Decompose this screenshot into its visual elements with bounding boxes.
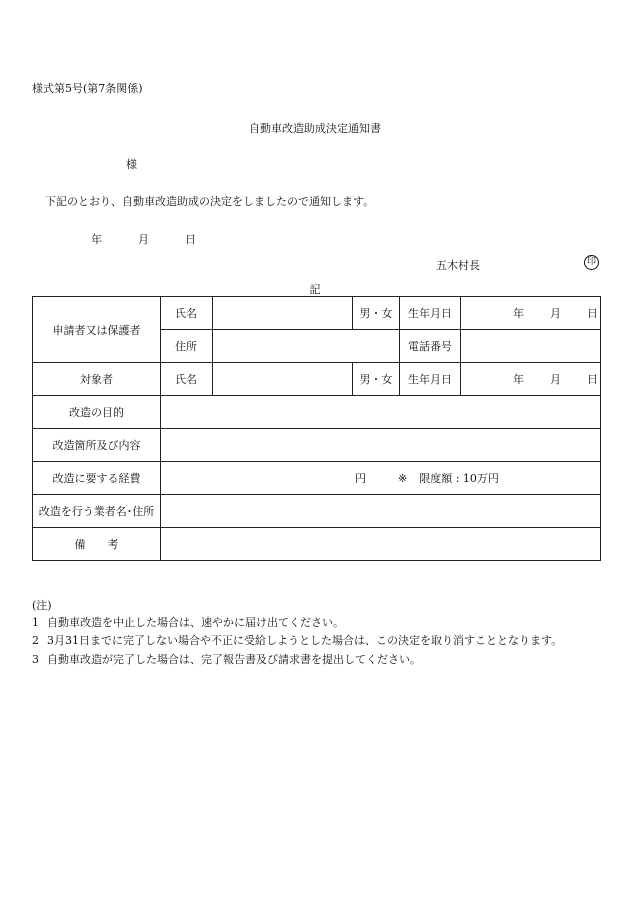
name-label: 氏名 — [161, 297, 213, 330]
applicant-phone-cell[interactable] — [461, 330, 601, 363]
form-number: 様式第5号(第7条関係) — [32, 82, 143, 95]
addressee-suffix: 様 — [126, 158, 137, 171]
applicant-birthdate-cell[interactable] — [461, 297, 601, 330]
address-label: 住所 — [161, 330, 213, 363]
table-row — [33, 495, 601, 528]
table-row — [33, 528, 601, 561]
notes-heading: (注) — [32, 599, 52, 612]
birth-year: 年 — [513, 307, 524, 320]
table-row — [33, 462, 601, 495]
note-item — [32, 614, 344, 630]
remarks-cell[interactable] — [161, 528, 601, 561]
date-day: 日 — [185, 233, 196, 246]
note-item — [32, 651, 421, 667]
note-text: 3月31日までに完了しない場合や不正に受給しようとした場合は、この決定を取り消すこととなります。 — [47, 634, 563, 647]
note-number: 1 — [32, 616, 39, 629]
target-birth-month: 月 — [550, 373, 561, 386]
seal-mark: 印 — [584, 255, 599, 270]
target-label: 対象者 — [33, 363, 161, 396]
decision-table — [32, 296, 601, 561]
date-month: 月 — [138, 233, 149, 246]
note-item — [32, 632, 562, 648]
target-birth-year: 年 — [513, 373, 524, 386]
note-text: 自動車改造が完了した場合は、完了報告書及び請求書を提出してください。 — [47, 653, 421, 666]
limit-text: 限度額 : 10万円 — [419, 472, 499, 485]
applicant-name-cell[interactable] — [213, 297, 353, 330]
table-row — [33, 363, 601, 396]
target-birthdate-label: 生年月日 — [400, 363, 461, 396]
date-year: 年 — [91, 233, 102, 246]
target-gender-label: 男・女 — [353, 363, 400, 396]
birth-day: 日 — [587, 307, 598, 320]
target-birthdate-cell[interactable] — [461, 363, 601, 396]
target-name-label: 氏名 — [161, 363, 213, 396]
phone-label: 電話番号 — [400, 330, 461, 363]
parts-cell[interactable] — [161, 429, 601, 462]
parts-label: 改造箇所及び内容 — [33, 429, 161, 462]
birth-month: 月 — [550, 307, 561, 320]
target-name-cell[interactable] — [213, 363, 353, 396]
ki-heading: 記 — [309, 283, 321, 296]
table-row — [33, 429, 601, 462]
table-row — [33, 396, 601, 429]
gender-label: 男・女 — [353, 297, 400, 330]
cost-cell[interactable] — [161, 462, 601, 495]
limit-mark: ※ — [398, 472, 408, 485]
cost-unit: 円 — [355, 472, 366, 485]
applicant-label: 申請者又は保護者 — [33, 297, 161, 363]
vendor-cell[interactable] — [161, 495, 601, 528]
cost-label: 改造に要する経費 — [33, 462, 161, 495]
birthdate-label: 生年月日 — [400, 297, 461, 330]
target-birth-day: 日 — [587, 373, 598, 386]
purpose-label: 改造の目的 — [33, 396, 161, 429]
remarks-label: 備 考 — [33, 528, 161, 561]
document-title: 自動車改造助成決定通知書 — [249, 122, 381, 135]
issuer-name: 五木村長 — [436, 259, 480, 272]
vendor-label: 改造を行う業者名･住所 — [33, 495, 161, 528]
note-text: 自動車改造を中止した場合は、速やかに届け出てください。 — [47, 616, 344, 629]
note-number: 3 — [32, 653, 39, 666]
table-row — [33, 297, 601, 330]
purpose-cell[interactable] — [161, 396, 601, 429]
note-number: 2 — [32, 634, 39, 647]
intro-text: 下記のとおり、自動車改造助成の決定をしましたので通知します。 — [45, 195, 375, 208]
applicant-address-cell[interactable] — [213, 330, 400, 363]
